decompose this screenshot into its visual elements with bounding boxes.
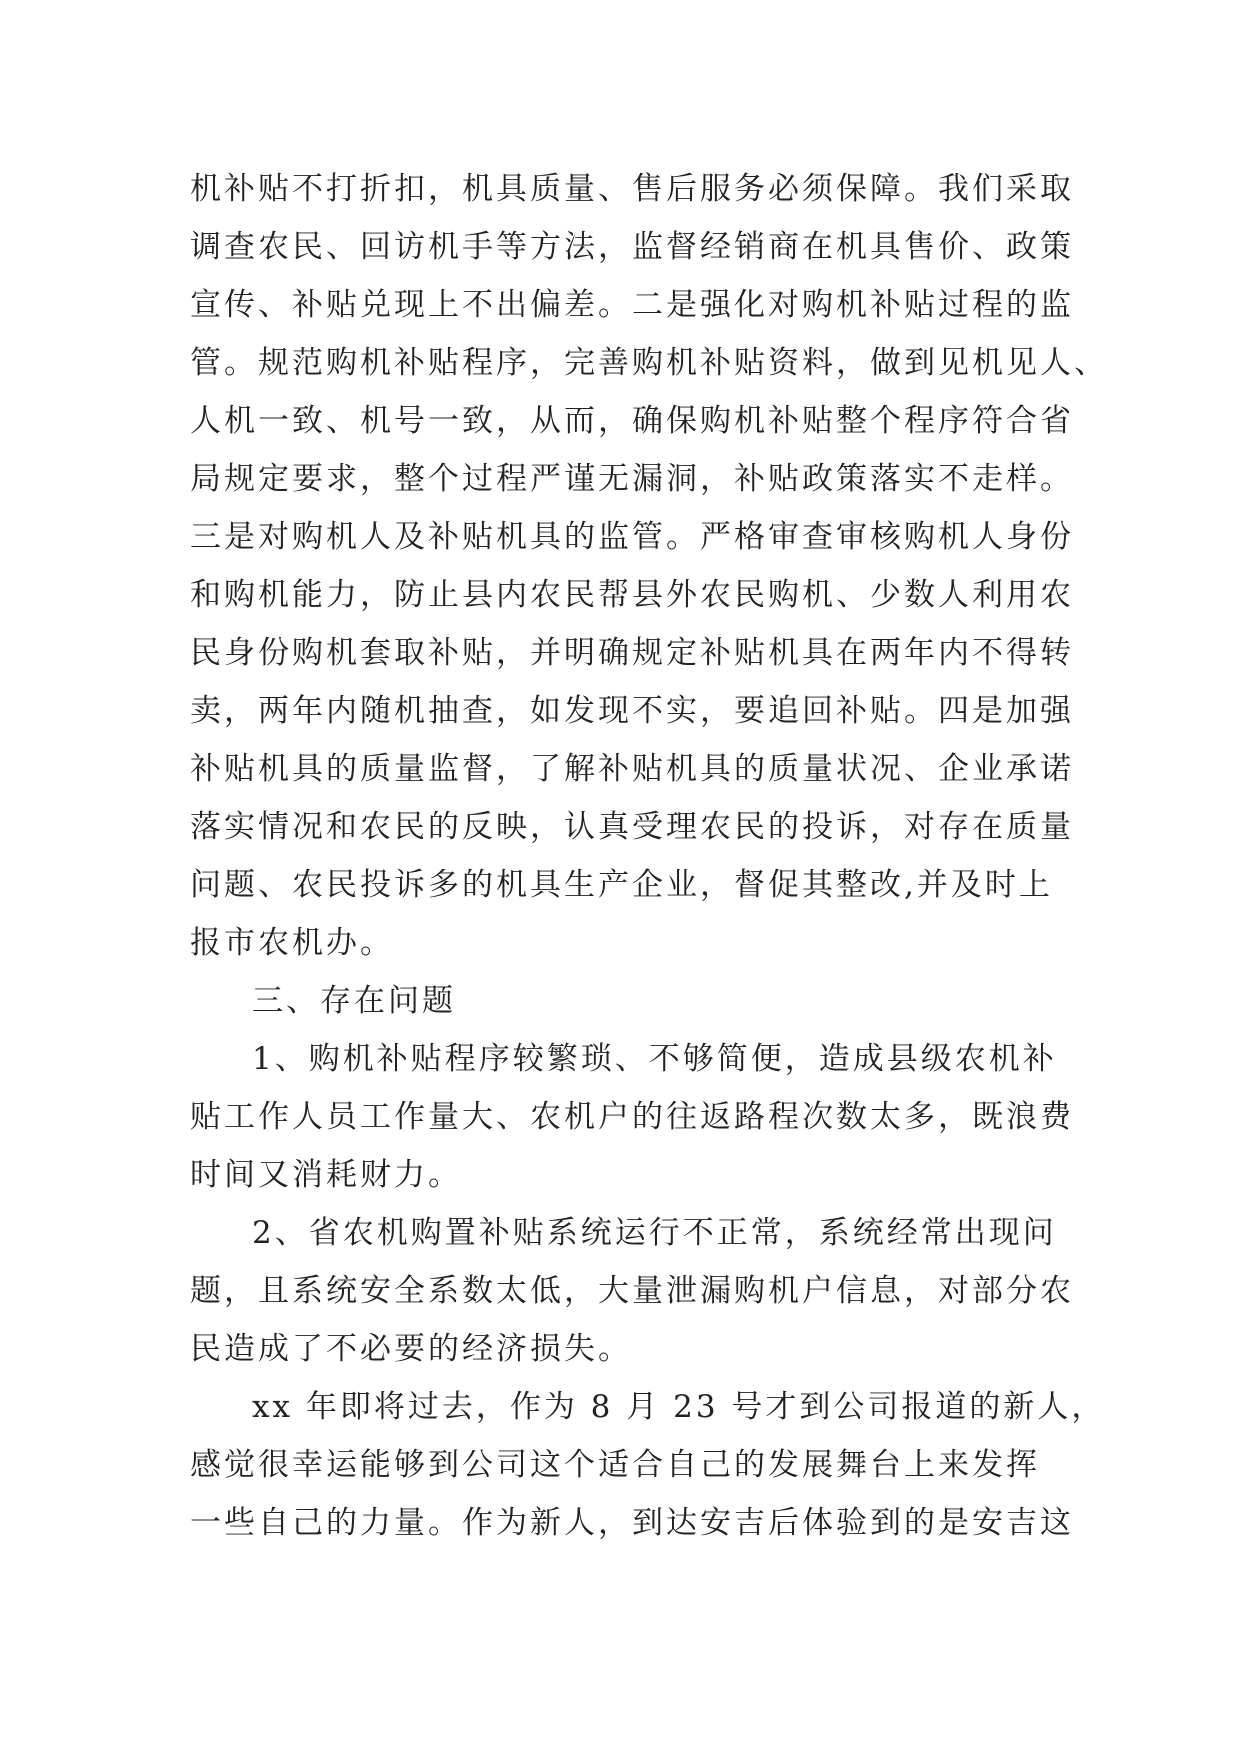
text-line: 管。规范购机补贴程序，完善购机补贴资料，做到见机见人、 (190, 345, 1108, 381)
text-line: 一些自己的力量。作为新人，到达安吉后体验到的是安吉这 (190, 1505, 1074, 1541)
text-line: 贴工作人员工作量大、农机户的往返路程次数太多，既浪费 (190, 1099, 1074, 1135)
text-line: 时间又消耗财力。 (190, 1157, 462, 1193)
text-line: xx 年即将过去，作为 8 月 23 号才到公司报道的新人， (252, 1389, 1106, 1425)
text-line: 落实情况和农民的反映，认真受理农民的投诉，对存在质量 (190, 809, 1074, 845)
text-line: 1、购机补贴程序较繁琐、不够简便，造成县级农机补 (252, 1041, 1057, 1077)
text-line: 民身份购机套取补贴，并明确规定补贴机具在两年内不得转 (190, 635, 1074, 671)
text-line: 机补贴不打折扣，机具质量、售后服务必须保障。我们采取 (190, 171, 1074, 207)
text-line: 问题、农民投诉多的机具生产企业，督促其整改,并及时上 (190, 867, 1053, 903)
body-text (190, 160, 1108, 1552)
text-line: 民造成了不必要的经济损失。 (190, 1331, 632, 1367)
text-line: 感觉很幸运能够到公司这个适合自己的发展舞台上来发挥 (190, 1447, 1040, 1483)
text-line: 和购机能力，防止县内农民帮县外农民购机、少数人利用农 (190, 577, 1074, 613)
text-line: 人机一致、机号一致，从而，确保购机补贴整个程序符合省 (190, 403, 1074, 439)
text-line: 2、省农机购置补贴系统运行不正常，系统经常出现问 (252, 1215, 1057, 1251)
text-line: 宣传、补贴兑现上不出偏差。二是强化对购机补贴过程的监 (190, 287, 1074, 323)
text-line: 调查农民、回访机手等方法，监督经销商在机具售价、政策 (190, 229, 1074, 265)
text-line: 题，且系统安全系数太低，大量泄漏购机户信息，对部分农 (190, 1273, 1074, 1309)
text-line: 卖，两年内随机抽查，如发现不实，要追回补贴。四是加强 (190, 693, 1074, 729)
text-line: 三是对购机人及补贴机具的监管。严格审查审核购机人身份 (190, 519, 1074, 555)
section-heading: 三、存在问题 (252, 983, 456, 1019)
text-line: 报市农机办。 (190, 925, 394, 961)
text-line: 局规定要求，整个过程严谨无漏洞，补贴政策落实不走样。 (190, 461, 1074, 497)
text-line: 补贴机具的质量监督，了解补贴机具的质量状况、企业承诺 (190, 751, 1074, 787)
